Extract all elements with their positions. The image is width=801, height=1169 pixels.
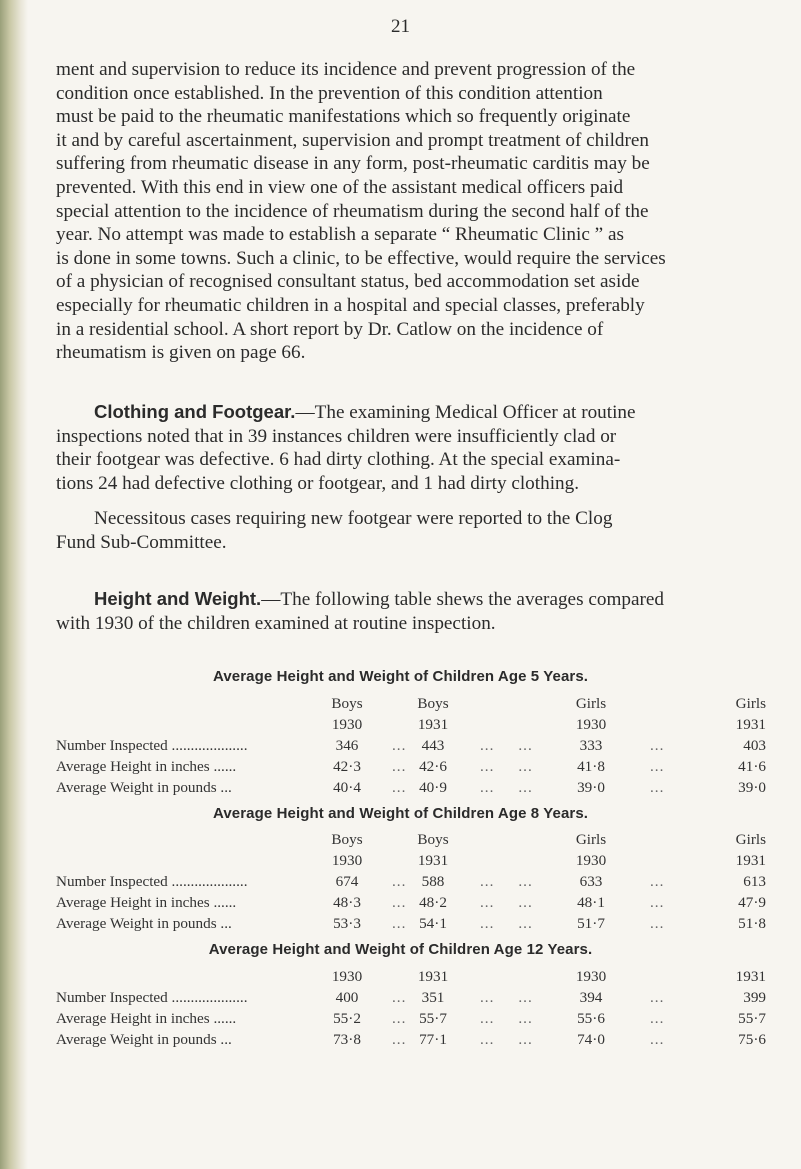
leader-dots: ... ... xyxy=(480,873,533,890)
leader-dots: ... ... xyxy=(480,737,533,754)
paragraph-line: condition once established. In the prevention of this condition attention xyxy=(56,82,603,104)
paragraph-line: tions 24 had defective clothing or footgear, and 1 had dirty clothing. xyxy=(56,472,580,494)
table-cell: 77·1 xyxy=(419,1031,447,1048)
paragraph-line: inspections noted that in 39 instances children were insufficiently clad or xyxy=(56,425,617,447)
paragraph-first-line xyxy=(56,400,768,425)
table-cell: 41·6 xyxy=(738,758,766,775)
height-weight-paragraph xyxy=(56,587,768,635)
table-cell: 48·2 xyxy=(419,894,447,911)
paragraph-line: special attention to the incidence of rheumatism during the second half of the xyxy=(56,200,649,222)
table-header-row xyxy=(56,716,766,737)
row-label: Number Inspected .................... xyxy=(56,737,248,754)
column-year: 1930 xyxy=(575,852,607,869)
column-header: Girls xyxy=(735,695,766,712)
column-header: Girls xyxy=(575,695,607,712)
leader-dots: ... xyxy=(650,894,665,911)
table-cell: 40·4 xyxy=(333,779,361,796)
table-cell: 613 xyxy=(743,873,766,890)
leader-dots: ... xyxy=(650,779,665,796)
column-header: Boys xyxy=(331,831,363,848)
table-cell: 42·6 xyxy=(419,758,447,775)
paragraph-line: their footgear was defective. 6 had dirty clothing. At the special examina- xyxy=(56,449,621,471)
table-cell: 55·2 xyxy=(333,1010,361,1027)
paragraph-line: especially for rheumatic children in a hospital and special classes, preferably xyxy=(56,294,645,316)
table-cell: 400 xyxy=(335,989,359,1006)
table-age-12 xyxy=(56,968,766,1052)
paragraph-line: ment and supervision to reduce its incidence and prevent progression of the xyxy=(56,59,636,80)
row-label: Average Weight in pounds ... xyxy=(56,779,232,796)
leader-dots: ... ... xyxy=(480,758,533,775)
table-header-row xyxy=(56,695,766,716)
paragraph-line: suffering from rheumatic disease in any form, post-rheumatic carditis may be xyxy=(56,153,650,175)
paragraph-line: it and by careful ascertainment, supervision and prompt treatment of children xyxy=(56,129,650,151)
column-year: 1931 xyxy=(735,716,766,733)
row-label: Average Weight in pounds ... xyxy=(56,1031,232,1048)
table-row xyxy=(56,1031,766,1052)
table-cell: 40·9 xyxy=(419,779,447,796)
column-year: 1930 xyxy=(331,852,363,869)
leader-dots: ... ... xyxy=(480,1031,533,1048)
paragraph-line: rheumatism is given on page 66. xyxy=(56,342,306,364)
column-year: 1930 xyxy=(575,716,607,733)
table-cell: 394 xyxy=(579,989,603,1006)
paragraph-line: —The examining Medical Officer at routine xyxy=(295,402,636,423)
paragraph-first-line xyxy=(56,587,768,612)
leader-dots: ... xyxy=(392,989,407,1006)
table-cell: 42·3 xyxy=(333,758,361,775)
table-cell: 39·0 xyxy=(738,779,766,796)
table-age-5 xyxy=(56,695,766,800)
row-label: Number Inspected .................... xyxy=(56,989,248,1006)
table-cell: 48·1 xyxy=(577,894,605,911)
column-header: Boys xyxy=(331,695,363,712)
table-cell: 399 xyxy=(743,989,766,1006)
column-year: 1930 xyxy=(331,716,363,733)
table-cell: 55·6 xyxy=(577,1010,605,1027)
leader-dots: ... xyxy=(650,873,665,890)
table-row xyxy=(56,779,766,800)
column-year: 1931 xyxy=(735,852,766,869)
leader-dots: ... xyxy=(392,915,407,932)
column-year: 1931 xyxy=(417,716,449,733)
table-row xyxy=(56,989,766,1010)
leader-dots: ... xyxy=(392,1010,407,1027)
paragraph-line: Necessitous cases requiring new footgear were reported to the Clog xyxy=(94,508,613,529)
table-cell: 47·9 xyxy=(738,894,766,911)
table-cell: 39·0 xyxy=(577,779,605,796)
table-row xyxy=(56,737,766,758)
table-title-age-5: Average Height and Weight of Children Age 5 Years. xyxy=(212,668,589,685)
table-cell: 351 xyxy=(421,989,445,1006)
paragraph-line: of a physician of recognised consultant status, bed accommodation set aside xyxy=(56,271,640,293)
column-header: Boys xyxy=(417,831,449,848)
table-cell: 48·3 xyxy=(333,894,361,911)
clothing-heading: Clothing and Footgear. xyxy=(94,401,296,422)
table-cell: 41·8 xyxy=(577,758,605,775)
page-number: 21 xyxy=(391,16,410,37)
table-cell: 75·6 xyxy=(738,1031,766,1048)
paragraph-line: prevented. With this end in view one of the assistant medical officers paid xyxy=(56,176,624,198)
leader-dots: ... xyxy=(650,1010,665,1027)
table-age-8 xyxy=(56,831,766,936)
table-row xyxy=(56,894,766,915)
table-row xyxy=(56,758,766,779)
leader-dots: ... xyxy=(650,758,665,775)
column-header: Boys xyxy=(417,695,449,712)
leader-dots: ... ... xyxy=(480,1010,533,1027)
clothing-paragraph xyxy=(56,400,768,495)
paragraph-line: is done in some towns. Such a clinic, to be effective, would require the services xyxy=(56,247,666,269)
table-cell: 54·1 xyxy=(419,915,447,932)
leader-dots: ... xyxy=(392,894,407,911)
height-weight-heading: Height and Weight. xyxy=(94,588,262,609)
leader-dots: ... ... xyxy=(480,894,533,911)
page-binding-edge xyxy=(0,0,28,1169)
row-label: Average Height in inches ...... xyxy=(56,758,237,775)
leader-dots: ... ... xyxy=(480,779,533,796)
row-label: Average Height in inches ...... xyxy=(56,1010,237,1027)
table-row xyxy=(56,1010,766,1031)
paragraph-line: with 1930 of the children examined at routine inspection. xyxy=(56,612,496,634)
column-year: 1931 xyxy=(417,852,449,869)
column-year: 1930 xyxy=(331,968,363,985)
table-cell: 55·7 xyxy=(419,1010,447,1027)
column-year: 1931 xyxy=(735,968,766,985)
table-header-row xyxy=(56,852,766,873)
table-title-age-12: Average Height and Weight of Children Age 12 Years. xyxy=(208,941,593,958)
table-cell: 74·0 xyxy=(577,1031,605,1048)
leader-dots: ... ... xyxy=(480,989,533,1006)
table-cell: 53·3 xyxy=(333,915,361,932)
leader-dots: ... xyxy=(392,758,407,775)
table-cell: 443 xyxy=(421,737,445,754)
table-cell: 51·8 xyxy=(738,915,766,932)
leader-dots: ... xyxy=(650,1031,665,1048)
leader-dots: ... xyxy=(392,737,407,754)
table-cell: 73·8 xyxy=(333,1031,361,1048)
column-header: Girls xyxy=(735,831,766,848)
table-cell: 333 xyxy=(579,737,603,754)
table-cell: 403 xyxy=(743,737,766,754)
table-row xyxy=(56,873,766,894)
paragraph-line: year. No attempt was made to establish a separate “ Rheumatic Clinic ” as xyxy=(56,224,624,246)
rheumatism-paragraph xyxy=(56,58,768,365)
paragraph-line: in a residential school. A short report by Dr. Catlow on the incidence of xyxy=(56,318,604,340)
table-cell: 674 xyxy=(335,873,359,890)
table-cell: 588 xyxy=(421,873,445,890)
leader-dots: ... xyxy=(392,1031,407,1048)
clog-fund-paragraph xyxy=(56,507,768,554)
row-label: Number Inspected .................... xyxy=(56,873,248,890)
row-label: Average Height in inches ...... xyxy=(56,894,237,911)
column-header: Girls xyxy=(575,831,607,848)
leader-dots: ... ... xyxy=(480,915,533,932)
leader-dots: ... xyxy=(650,915,665,932)
row-label: Average Weight in pounds ... xyxy=(56,915,232,932)
table-cell: 55·7 xyxy=(738,1010,766,1027)
leader-dots: ... xyxy=(650,737,665,754)
table-cell: 51·7 xyxy=(577,915,605,932)
table-row xyxy=(56,915,766,936)
table-header-row xyxy=(56,968,766,989)
table-header-row xyxy=(56,831,766,852)
table-title-age-8: Average Height and Weight of Children Age 8 Years. xyxy=(212,805,589,822)
paragraph-line: Fund Sub-Committee. xyxy=(56,531,227,553)
leader-dots: ... xyxy=(392,779,407,796)
table-cell: 633 xyxy=(579,873,603,890)
paragraph-line: —The following table shews the averages compared xyxy=(261,589,664,610)
paragraph-line: must be paid to the rheumatic manifestations which so frequently originate xyxy=(56,106,631,128)
leader-dots: ... xyxy=(650,989,665,1006)
table-cell: 346 xyxy=(335,737,359,754)
column-year: 1931 xyxy=(417,968,449,985)
column-year: 1930 xyxy=(575,968,607,985)
leader-dots: ... xyxy=(392,873,407,890)
